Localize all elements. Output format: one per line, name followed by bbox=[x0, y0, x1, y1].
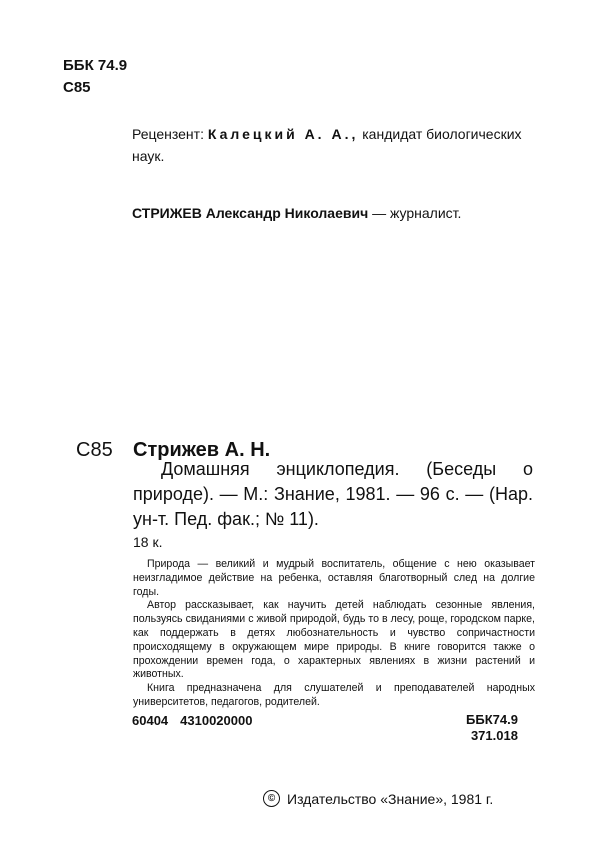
header-classification bbox=[63, 55, 127, 99]
abstract-paragraph: Природа — великий и мудрый воспитатель, общение с нею оказывает неизгладимое действие на ребенка, оставляя благотворный след на долгие годы. bbox=[133, 558, 535, 598]
catalog-title: Домашняя энциклопедия. (Беседы о природе). — М.: Знание, 1981. — 96 с. — (Нар. ун-т. Пед. фак.; № 11). bbox=[133, 459, 533, 529]
reviewer-name: Калецкий А. А., bbox=[207, 126, 359, 142]
copyright-text: Издательство «Знание», 1981 г. bbox=[287, 790, 494, 807]
reviewer-block bbox=[132, 123, 542, 167]
price: 18 к. bbox=[133, 534, 163, 550]
bbk-code-bottom: ББК74.9 bbox=[466, 712, 518, 727]
abstract-paragraph: Автор рассказывает, как научить детей наблюдать сезонные явления, пользуясь свиданиями с живой природой, будь то в лесу, роще, городском парке, как поддержать в детях любознательность и чувство сопричастности происходящему в окружающем мире природы. В книге говорится также о прохождении времен года, о характерных явлениях в жизни растений и животных. bbox=[133, 599, 535, 681]
catalog-author: Стрижев А. Н. bbox=[133, 439, 271, 461]
catalog-code: С85 bbox=[76, 439, 113, 461]
copyright-icon: © bbox=[263, 790, 280, 807]
bottom-classification bbox=[466, 712, 518, 744]
copyright-line bbox=[263, 790, 493, 807]
udc-code: 371.018 bbox=[470, 728, 518, 743]
author-mark: С85 bbox=[63, 79, 91, 96]
catalog-numbers bbox=[132, 713, 252, 728]
reviewer-label: Рецензент: bbox=[132, 126, 204, 142]
author-role: — журналист. bbox=[372, 205, 462, 221]
code-number: 60404 bbox=[132, 713, 169, 728]
bbk-code: ББК 74.9 bbox=[63, 57, 128, 74]
author-name: СТРИЖЕВ Александр Николаевич bbox=[132, 205, 369, 221]
abstract bbox=[133, 558, 535, 710]
reviewer-role: кандидат биологических наук. bbox=[132, 126, 522, 164]
author-line bbox=[132, 203, 461, 223]
code-number: 4310020000 bbox=[180, 713, 253, 728]
abstract-paragraph: Книга предназначена для слушателей и преподавателей народных университетов, педагогов, родителей. bbox=[133, 682, 535, 708]
